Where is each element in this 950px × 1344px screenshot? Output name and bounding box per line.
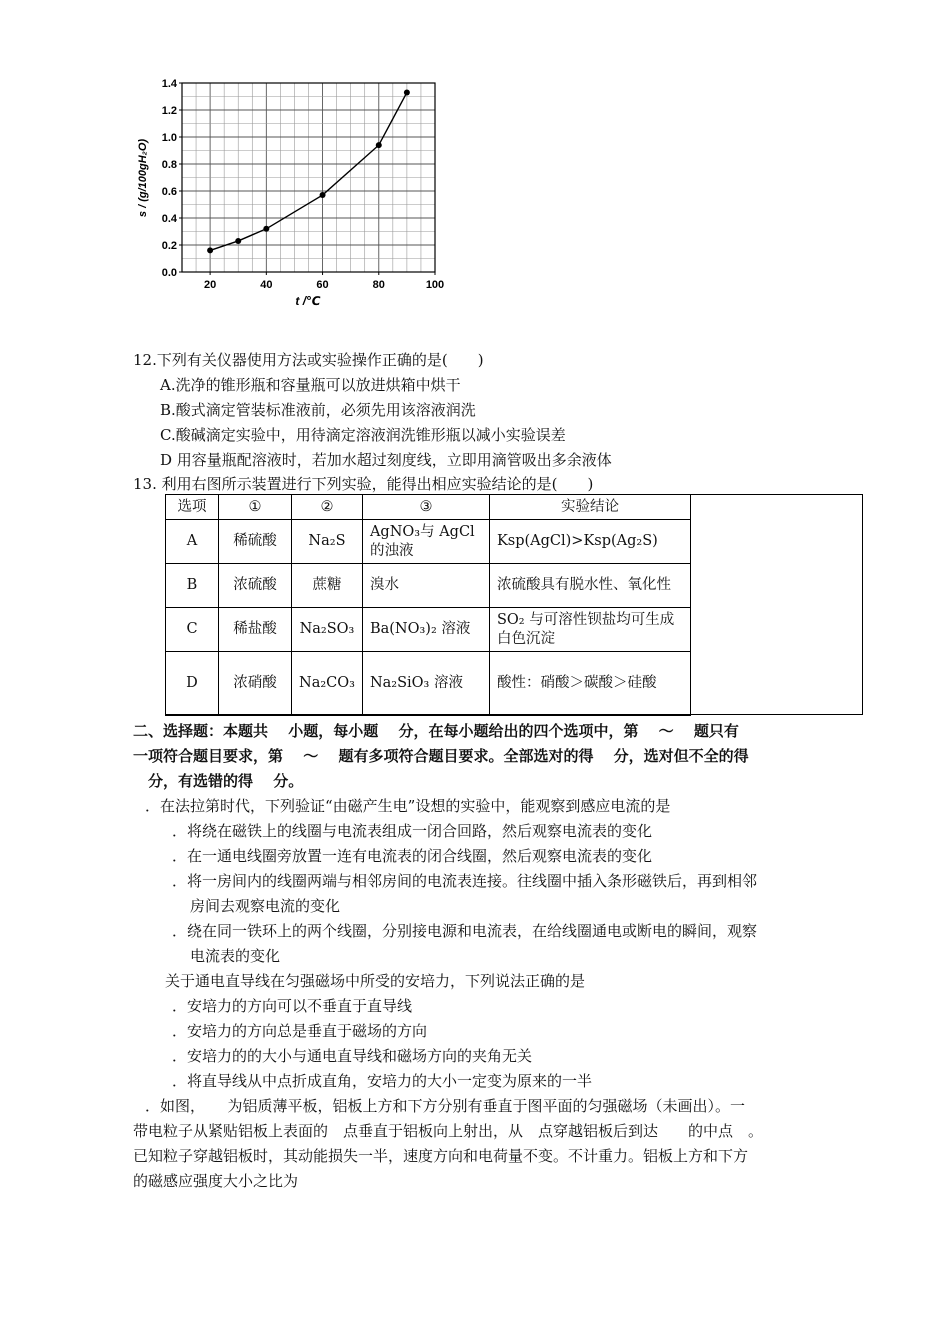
x-tick-label: 100	[425, 279, 445, 291]
data-point	[376, 142, 382, 148]
q12-option-c: C.酸碱滴定实验中，用待滴定溶液润洗锥形瓶以减小实验误差	[160, 426, 566, 444]
data-point	[235, 238, 241, 244]
y-tick-label: 0.4	[161, 213, 177, 225]
q13-table	[165, 494, 691, 716]
data-point	[207, 247, 213, 253]
q13-stem: 13. 利用右图所示装置进行下列实验，能得出相应实验结论的是( )	[133, 475, 594, 493]
y-tick-labels	[162, 78, 182, 279]
reagent2-cell: 蔗糖	[292, 564, 363, 608]
x-tick-label: 20	[203, 279, 217, 291]
table-row	[166, 652, 691, 716]
conclusion-cell: Ksp(AgCl)>Ksp(Ag₂S)	[489, 520, 690, 564]
header-cell: ②	[292, 495, 363, 520]
reagent1-cell: 浓硝酸	[219, 652, 292, 716]
header-cell: 选项	[166, 495, 219, 520]
header-cell: 实验结论	[489, 495, 690, 520]
q15-option: ．安培力的方向可以不垂直于直导线	[172, 997, 413, 1015]
q12-stem: 12.下列有关仪器使用方法或实验操作正确的是( )	[133, 351, 484, 369]
x-tick-label: 60	[316, 279, 329, 291]
q15-option: ．安培力的方向总是垂直于磁场的方向	[172, 1022, 428, 1040]
conclusion-cell: SO₂ 与可溶性钡盐均可生成白色沉淀	[489, 608, 690, 652]
x-tick-labels	[204, 272, 444, 291]
q16-line: 的磁感应强度大小之比为	[133, 1172, 299, 1190]
q12-option-d: D 用容量瓶配溶液时，若加水超过刻度线，立即用滴管吸出多余液体	[160, 451, 612, 469]
reagent2-cell: Na₂S	[292, 520, 363, 564]
y-tick-label: 1.2	[161, 105, 177, 117]
q14-stem: ．在法拉第时代，下列验证“由磁产生电”设想的实验中，能观察到感应电流的是	[145, 797, 671, 815]
q16-line: 已知粒子穿越铝板时，其动能损失一半，速度方向和电荷量不变。不计重力。铝板上方和下方	[133, 1147, 749, 1165]
reagent3-cell: Na₂SiO₃ 溶液	[362, 652, 489, 716]
table-row	[166, 608, 691, 652]
y-axis-label: s / (g/100gH₂O)	[137, 138, 149, 218]
q12-option-b: B.酸式滴定管装标准液前，必须先用该溶液润洗	[160, 401, 476, 419]
q15-stem: 关于通电直导线在匀强磁场中所受的安培力，下列说法正确的是	[165, 972, 586, 990]
q12-option-a: A.洗净的锥形瓶和容量瓶可以放进烘箱中烘干	[160, 376, 461, 394]
y-tick-label: 0.6	[161, 186, 177, 198]
reagent1-cell: 稀硫酸	[219, 520, 292, 564]
y-tick-label: 1.4	[161, 78, 177, 90]
y-tick-label: 1.0	[161, 132, 177, 144]
data-point	[320, 192, 326, 198]
header-cell: ③	[362, 495, 489, 520]
option-cell: B	[166, 564, 219, 608]
q15-option: ．安培力的的大小与通电直导线和磁场方向的夹角无关	[172, 1047, 533, 1065]
option-cell: D	[166, 652, 219, 716]
reagent3-cell: 溴水	[362, 564, 489, 608]
reagent1-cell: 稀盐酸	[219, 608, 292, 652]
reagent3-cell: AgNO₃与 AgCl的浊液	[362, 520, 489, 564]
q14-option: ．将绕在磁铁上的线圈与电流表组成一闭合回路，然后观察电流表的变化	[172, 822, 653, 840]
table-header-row	[166, 495, 691, 520]
table-row	[166, 520, 691, 564]
x-tick-label: 80	[372, 279, 385, 291]
table-row	[166, 564, 691, 608]
q16-line: 带电粒子从紧贴铝板上表面的 点垂直于铝板向上射出，从 点穿越铝板后到达 的中点 。	[133, 1122, 764, 1140]
x-tick-label: 40	[260, 279, 273, 291]
q15-option: ．将直导线从中点折成直角，安培力的大小一定变为原来的一半	[172, 1072, 593, 1090]
q14-option: ．将一房间内的线圈两端与相邻房间的电流表连接。往线圈中插入条形磁铁后，再到相邻	[172, 872, 758, 890]
section2-line-2: 一项符合题目要求，第 ～ 题有多项符合题目要求。全部选对的得 分，选对但不全的得	[133, 747, 749, 765]
reagent2-cell: Na₂CO₃	[292, 652, 363, 716]
conclusion-cell: 浓硫酸具有脱水性、氧化性	[489, 564, 690, 608]
q14-option-continued: 电流表的变化	[190, 947, 281, 965]
data-point	[404, 89, 410, 95]
x-axis-label: t /℃	[295, 294, 321, 308]
conclusion-cell: 酸性：硝酸＞碳酸＞硅酸	[489, 652, 690, 716]
reagent1-cell: 浓硫酸	[219, 564, 292, 608]
reagent2-cell: Na₂SO₃	[292, 608, 363, 652]
q14-option: ．绕在同一铁环上的两个线圈，分别接电源和电流表，在给线圈通电或断电的瞬间，观察	[172, 922, 758, 940]
reagent3-cell: Ba(NO₃)₂ 溶液	[362, 608, 489, 652]
header-cell: ①	[219, 495, 292, 520]
section2-line-3: 分，有选错的得 分。	[133, 772, 304, 790]
option-cell: A	[166, 520, 219, 564]
solubility-chart	[130, 78, 445, 328]
y-tick-label: 0.8	[161, 159, 177, 171]
data-point	[263, 226, 269, 232]
q14-option: ．在一通电线圈旁放置一连有电流表的闭合线圈，然后观察电流表的变化	[172, 847, 653, 865]
y-tick-label: 0.2	[161, 240, 177, 252]
q14-option-continued: 房间去观察电流的变化	[190, 897, 341, 915]
section2-line-1: 二、选择题：本题共 小题，每小题 分，在每小题给出的四个选项中，第 ～ 题只有	[133, 722, 739, 740]
y-tick-label: 0.0	[161, 267, 177, 279]
option-cell: C	[166, 608, 219, 652]
q16-line: ．如图， 为铝质薄平板，铝板上方和下方分别有垂直于图平面的匀强磁场（未画出）。一	[145, 1097, 746, 1115]
